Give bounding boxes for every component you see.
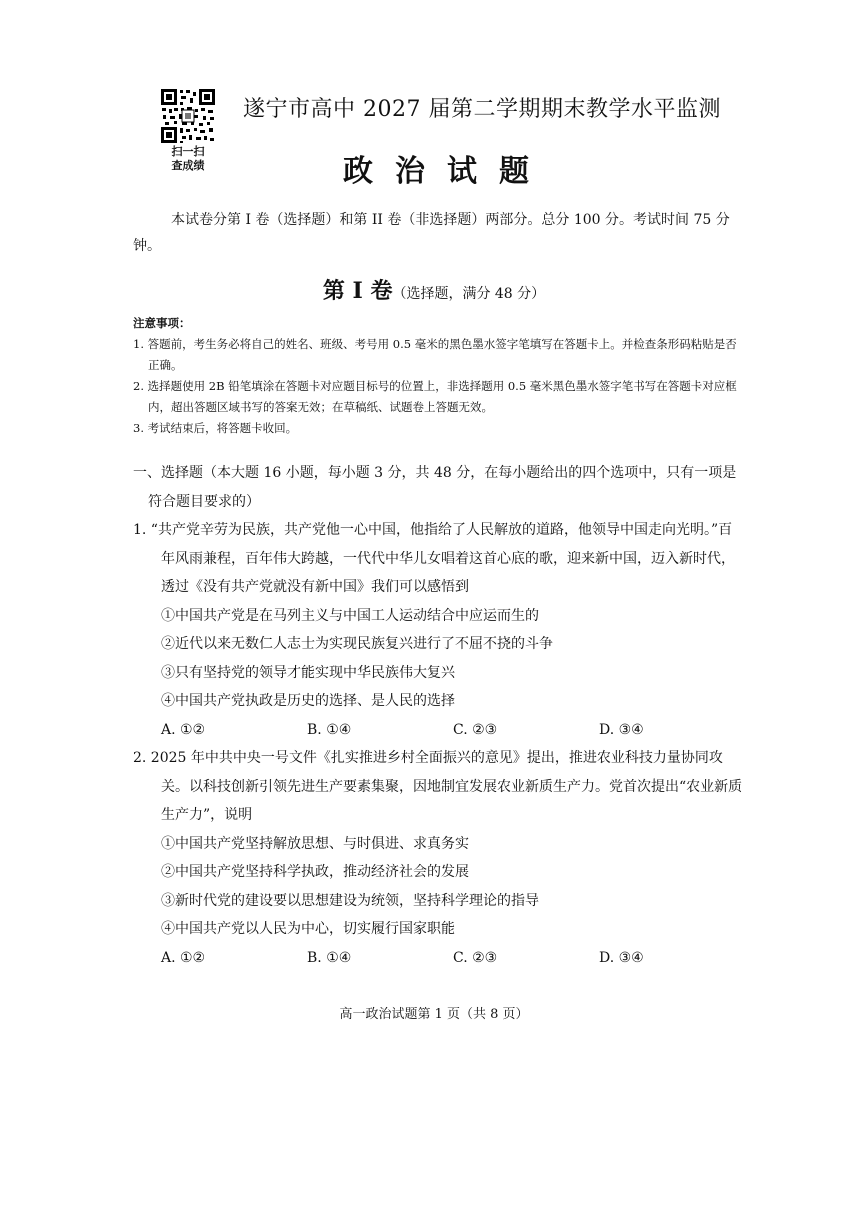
question-statement: ③新时代党的建设要以思想建设为统领，坚持科学理论的指导 [161,892,539,909]
qr-caption-line-2: 查成绩 [171,159,205,172]
part-1-heading: 一、选择题（本大题 16 小题，每小题 3 分，共 48 分，在每小题给出的四个选项中，只有一项是符合题目要求的） [133,465,737,510]
section-1-heading [0,274,868,305]
question-statement: ②近代以来无数仁人志士为实现民族复兴进行了不屈不挠的斗争 [161,636,553,652]
question-1 [133,516,745,744]
option-a: A. ①② [161,949,206,966]
question-statement: ②中国共产党坚持科学执政，推动经济社会的发展 [161,864,469,880]
option-b: B. ①④ [307,721,352,738]
option-d: D. ③④ [599,721,644,738]
answer-options [133,716,745,745]
question-statement: ①中国共产党坚持解放思想、与时俱进、求真务实 [161,835,469,852]
qr-caption-line-1: 扫一扫 [171,145,205,158]
question-2 [133,744,745,972]
notes-title: 注意事项： [133,316,191,330]
exam-intro: 本试卷分第 I 卷（选择题）和第 II 卷（非选择题）两部分。总分 100 分。考试时间 75 分钟。 [133,212,730,254]
note-item: 2. 选择题使用 2B 铅笔填涂在答题卡对应题目标号的位置上，非选择题用 0.5 毫米黑色墨水签字笔书写在答题卡对应框内，超出答题区域书写的答案无效；在草稿纸、试题卷上答题无效。 [133,379,737,414]
page-footer: 高一政治试题第 1 页（共 8 页） [339,1007,529,1022]
qr-caption [160,145,216,173]
question-statement: ①中国共产党是在马列主义与中国工人运动结合中应运而生的 [161,607,539,624]
question-statement: ④中国共产党以人民为中心，切实履行国家职能 [161,921,455,937]
question-stem: 2. 2025 年中共中央一号文件《扎实推进乡村全面振兴的意见》提出，推进农业科技力量协同攻关。以科技创新引领先进生产要素集聚，因地制宜发展农业新质生产力。党首次提出“农业新质生产力”，说明 [133,750,743,823]
question-stem: 1. “共产党辛劳为民族，共产党他一心中国，他指给了人民解放的道路，他领导中国走向光明。”百年风雨兼程，百年伟大跨越，一代代中华儿女唱着这首心底的歌，迎来新中国，迈入新时代，透过《没有共产党就没有新中国》我们可以感悟到 [133,522,735,595]
exam-title: 遂宁市高中 2027 届第二学期期末教学水平监测 [243,97,721,122]
note-item: 1. 答题前，考生务必将自己的姓名、班级、考号用 0.5 毫米的黑色墨水签字笔填写在答题卡上。并检查条形码粘贴是否正确。 [133,337,737,372]
option-b: B. ①④ [307,949,352,966]
option-c: C. ②③ [453,949,498,966]
qr-code[interactable] [160,88,216,144]
question-statement: ④中国共产党执政是历史的选择、是人民的选择 [161,693,455,709]
notes-block [133,313,745,439]
question-list [133,459,745,972]
answer-options [133,944,745,973]
note-item: 3. 考试结束后，将答题卡收回。 [133,421,298,435]
option-c: C. ②③ [453,721,498,738]
question-statement: ③只有坚持党的领导才能实现中华民族伟大复兴 [161,664,455,681]
option-d: D. ③④ [599,949,644,966]
subject-title: 政治试题 [343,154,551,189]
section-1-subtitle: （选择题，满分 48 分） [392,286,546,302]
section-1-title: 第 I 卷 [322,278,393,304]
option-a: A. ①② [161,721,206,738]
